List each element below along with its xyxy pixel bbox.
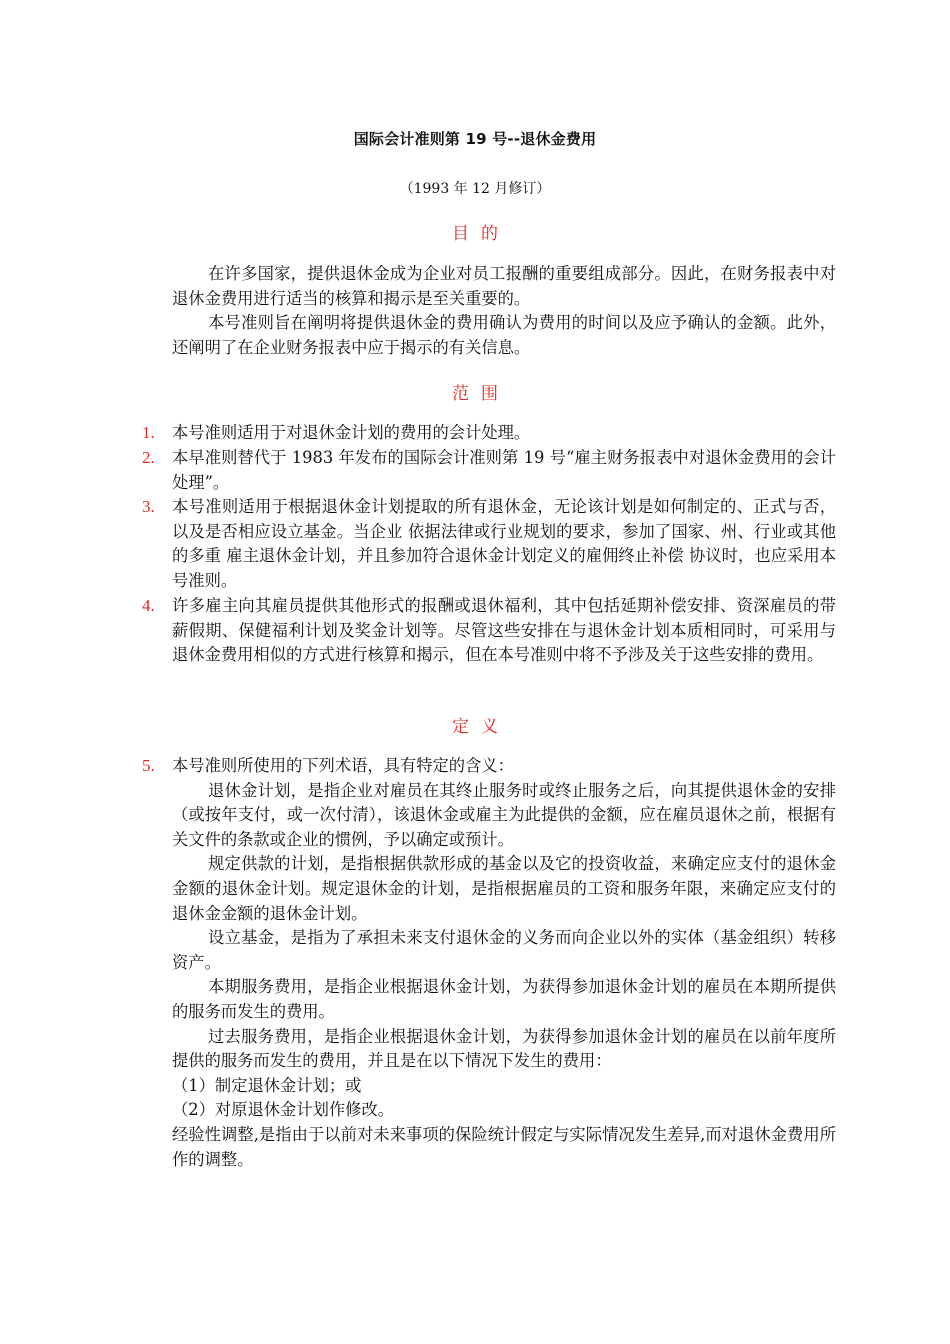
purpose-section <box>172 262 836 360</box>
item-number: 1. <box>142 423 155 442</box>
definitions-intro: 本号准则所使用的下列术语，具有特定的含义： <box>172 756 514 775</box>
list-item <box>142 594 836 668</box>
list-item <box>142 495 836 593</box>
definition-paragraph: 规定供款的计划，是指根据供款形成的基金以及它的投资收益，来确定应支付的退休金金额的退休金计划。规定退休金的计划，是指根据雇员的工资和服务年限，来确定应支付的退休金金额的退休金计划。 <box>172 854 836 923</box>
definition-paragraph: 设立基金，是指为了承担未来支付退休金的义务而向企业以外的实体（基金组织）转移资产。 <box>172 928 836 972</box>
purpose-paragraph: 本号准则旨在阐明将提供退休金的费用确认为费用的时间以及应予确认的金额。此外，还阐明了在企业财务报表中应于揭示的有关信息。 <box>172 313 836 357</box>
definition-sub-item: （2）对原退休金计划作修改。 <box>172 1100 395 1120</box>
item-number: 5. <box>142 756 155 775</box>
item-number: 4. <box>142 596 155 615</box>
list-item <box>142 446 836 495</box>
list-item <box>142 421 836 446</box>
document-subtitle: （1993 年 12 月修订） <box>399 181 551 197</box>
section-heading-scope: 范围 <box>452 384 510 404</box>
document-title: 国际会计准则第 19 号--退休金费用 <box>353 130 597 148</box>
item-text: 许多雇主向其雇员提供其他形式的报酬或退休福利，其中包括延期补偿安排、资深雇员的带薪假期、保健福利计划及奖金计划等。尽管这些安排在与退休金计划本质相同时，可采用与退休金费用相似的方式进行核算和揭示，但在本号准则中将不予涉及关于这些安排的费用。 <box>172 596 836 665</box>
definition-paragraph: 退休金计划，是指企业对雇员在其终止服务时或终止服务之后，向其提供退休金的安排（或按年支付，或一次付清），该退休金或雇主为此提供的金额，应在雇员退休之前，根据有关文件的条款或企业的惯例，予以确定或预计。 <box>172 780 836 849</box>
definition-paragraph: 过去服务费用，是指企业根据退休金计划，为获得参加退休金计划的雇员在以前年度所提供的服务而发生的费用，并且是在以下情况下发生的费用： <box>172 1026 836 1071</box>
definition-paragraph: 本期服务费用，是指企业根据退休金计划，为获得参加退休金计划的雇员在本期所提供的服务而发生的费用。 <box>172 977 836 1021</box>
item-text: 本早准则替代于 1983 年发布的国际会计准则第 19 号“雇主财务报表中对退休金费用的会计处理”。 <box>172 448 836 492</box>
item-number: 3. <box>142 497 155 516</box>
item-text: 本号准则适用于根据退休金计划提取的所有退休金，无论该计划是如何制定的、正式与否，以及是否相应设立基金。当企业 依据法律或行业规划的要求，参加了国家、州、行业或其他的多重 雇主退休金计划，并且参加符合退休金计划定义的雇佣终止补偿 协议时，也应采用本号准则。 <box>172 497 836 590</box>
item-number: 2. <box>142 448 155 467</box>
definitions-item <box>142 754 836 1172</box>
section-heading-definitions: 定义 <box>452 717 510 737</box>
purpose-paragraph: 在许多国家，提供退休金成为企业对员工报酬的重要组成部分。因此，在财务报表中对退休金费用进行适当的核算和揭示是至关重要的。 <box>172 264 836 308</box>
definition-paragraph-last: 经验性调整,是指由于以前对未来事项的保险统计假定与实际情况发生差异,而对退休金费用所作的调整。 <box>172 1124 836 1169</box>
item-text: 本号准则适用于对退休金计划的费用的会计处理。 <box>172 423 531 442</box>
definition-sub-item: （1）制定退休金计划；或 <box>172 1075 362 1095</box>
section-heading-purpose: 目的 <box>452 224 510 244</box>
